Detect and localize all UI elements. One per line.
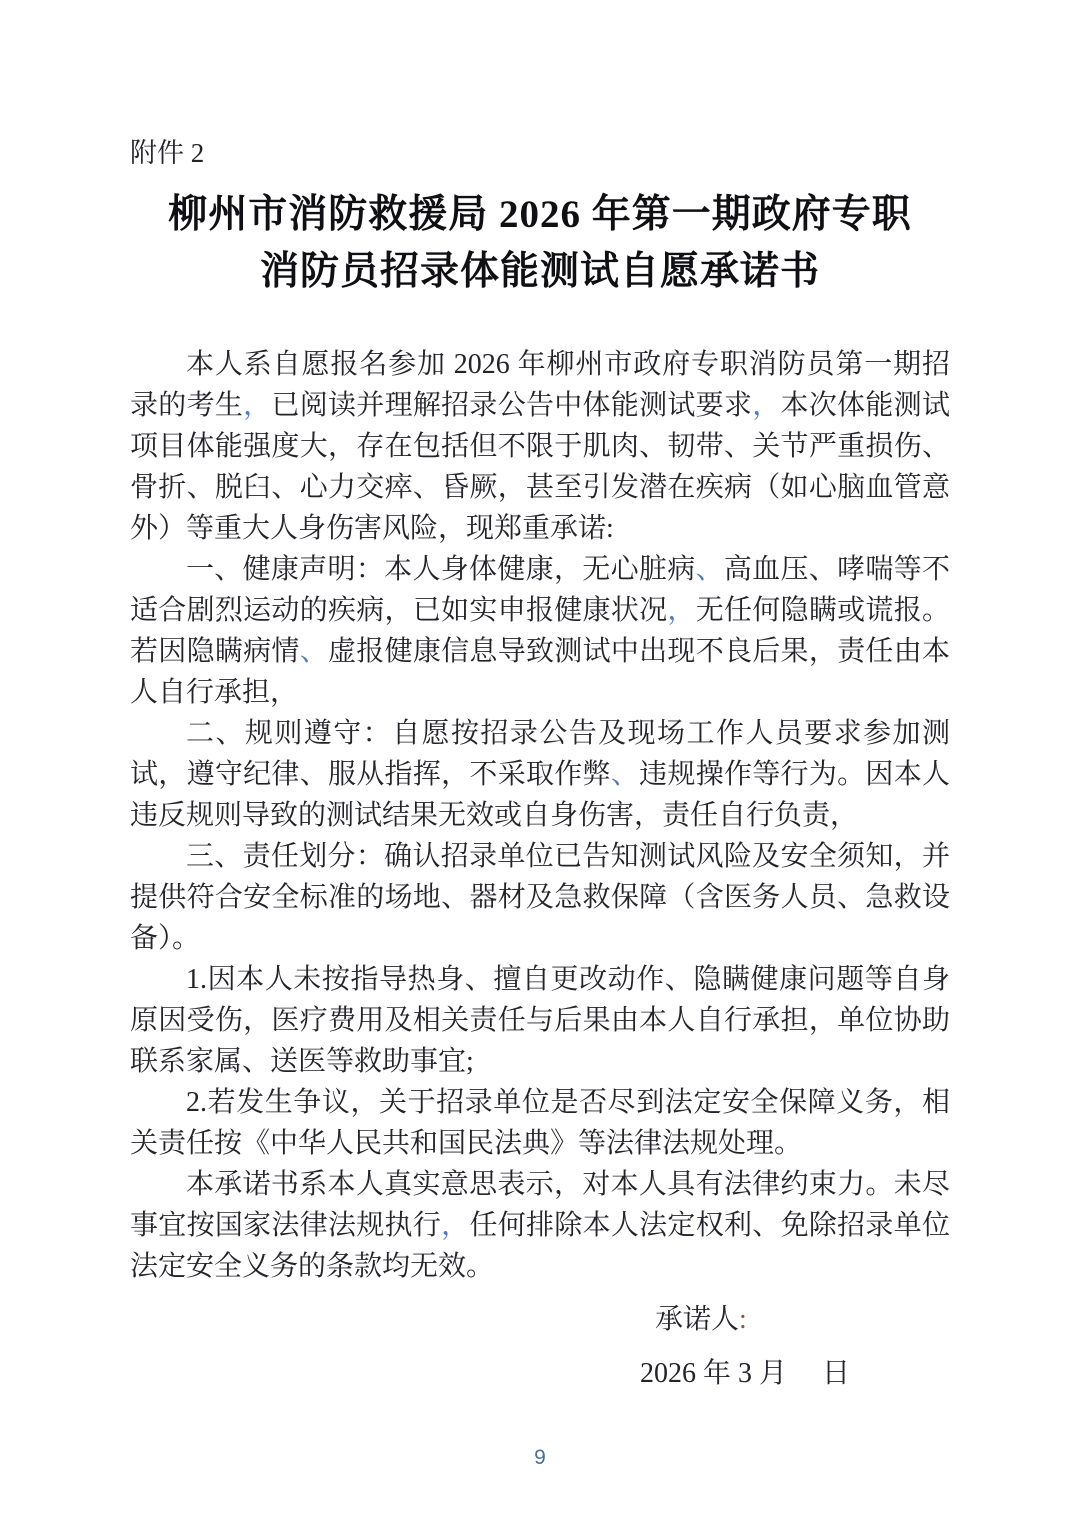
document-body	[130, 344, 950, 1287]
signer-line	[130, 1299, 950, 1340]
paragraph: 一、健康声明：本人身体健康，无心脏病、高血压、哮喘等不适合剧烈运动的疾病，已如实申报健康状况，无任何隐瞒或谎报。若因隐瞒病情、虚报健康信息导致测试中出现不良后果，责任由本人自行承担，	[130, 554, 950, 708]
page-number: 9	[534, 1446, 546, 1469]
signer-label: 承诺人	[655, 1304, 740, 1335]
document-title	[130, 186, 950, 300]
title-line-1: 柳州市消防救援局 2026 年第一期政府专职	[168, 193, 912, 236]
paragraph: 二、规则遵守：自愿按招录公告及现场工作人员要求参加测试，遵守纪律、服从指挥，不采取作弊、违规操作等行为。因本人违反规则导致的测试结果无效或自身伤害，责任自行负责，	[130, 718, 950, 831]
signature-block	[130, 1299, 950, 1394]
paragraph: 三、责任划分：确认招录单位已告知测试风险及安全须知，并提供符合安全标准的场地、器材及急救保障（含医务人员、急救设备）。	[130, 841, 950, 954]
paragraph: 2.若发生争议，关于招录单位是否尽到法定安全保障义务，相关责任按《中华人民共和国民法典》等法律法规处理。	[130, 1087, 950, 1159]
signer-colon: :	[739, 1304, 747, 1335]
paragraph: 本人系自愿报名参加 2026 年柳州市政府专职消防员第一期招录的考生，已阅读并理解招录公告中体能测试要求，本次体能测试项目体能强度大，存在包括但不限于肌肉、韧带、关节严重损伤、骨折、脱臼、心力交瘁、昏厥，甚至引发潜在疾病（如心脑血管意外）等重大人身伤害风险，现郑重承诺:	[130, 349, 950, 544]
paragraph: 本承诺书系本人真实意思表示，对本人具有法律约束力。未尽事宜按国家法律法规执行，任何排除本人法定权利、免除招录单位法定安全义务的条款均无效。	[130, 1169, 950, 1282]
date-line: 2026 年 3 月 日	[640, 1358, 851, 1389]
title-line-2: 消防员招录体能测试自愿承诺书	[259, 250, 820, 293]
attachment-label: 附件 2	[130, 138, 205, 168]
paragraph: 1.因本人未按指导热身、擅自更改动作、隐瞒健康问题等自身原因受伤，医疗费用及相关责任与后果由本人自行承担，单位协助联系家属、送医等救助事宜;	[130, 964, 950, 1077]
